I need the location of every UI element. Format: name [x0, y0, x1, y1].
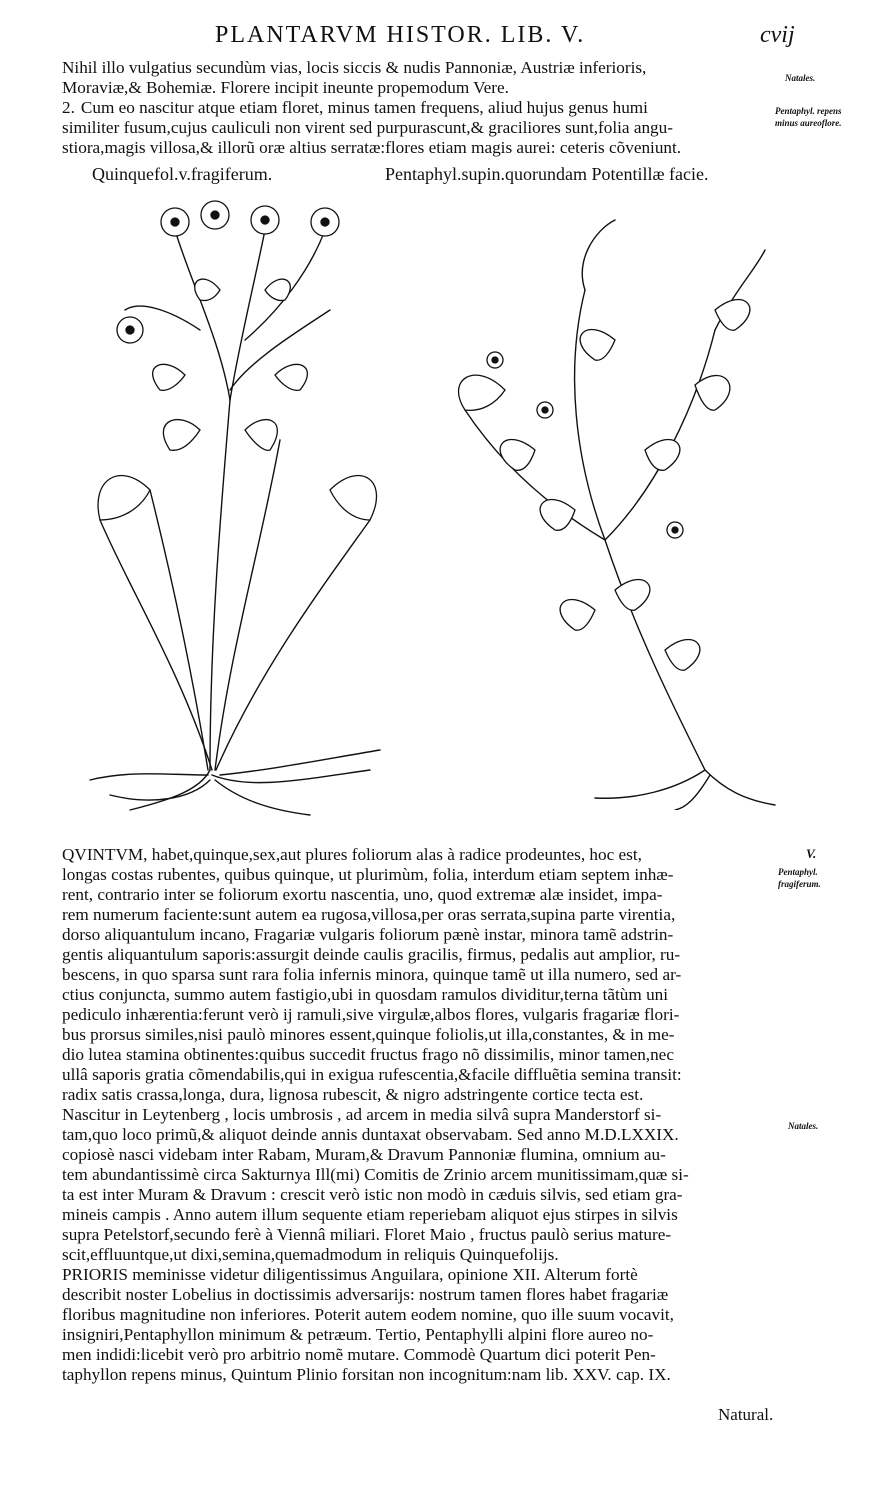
- body-line: floribus magnitudine non inferiores. Poterit autem eodem nomine, quo ille suum vocavit,: [62, 1305, 674, 1324]
- woodcut-pentaphyllum-illustration: [435, 210, 795, 810]
- caption-left: Quinquefol.v.fragiferum.: [92, 164, 273, 184]
- margin-note-pentaphyl-repens: Pentaphyl. repens minus aureoflore.: [775, 106, 842, 128]
- body-line: tem abundantissimè circa Sakturnya Ill(mi) Comitis de Zrinio arcem munitissimam,quæ si-: [62, 1165, 689, 1184]
- body-line: gentis aliquantulum saporis:assurgit deinde caulis gracilis, firmus, pedalis aut amplior, ru-: [62, 945, 681, 964]
- catchword: Natural.: [718, 1405, 774, 1424]
- caption-right: Pentaphyl.supin.quorundam Potentillæ facie.: [385, 164, 709, 184]
- running-title: PLANTARVM HISTOR. LIB. V.: [215, 22, 586, 48]
- body-line: supra Petelstorf,secundo ferè à Viennâ miliari. Floret Maio , fructus paulò serius mature-: [62, 1225, 672, 1244]
- body-line: ctius conjuncta, summo autem fastigio,ubi in quosdam ramulos dividitur,terna tãtùm uni: [62, 985, 669, 1004]
- body-line: dio lutea stamina obtinentes:quibus succedit fructus frago nõ dissimilis, minor tamen,nec: [62, 1045, 674, 1064]
- woodcut-quinquefolium-illustration: [70, 190, 420, 820]
- body-line: men indidi:licebit verò pro arbitrio nomẽ mutare. Commodè Quartum dici poterit Pen-: [62, 1345, 656, 1364]
- body-line: describit noster Lobelius in doctissimis adversarijs: nostrum tamen flores habet fragariæ: [62, 1285, 669, 1304]
- body-line: longas costas rubentes, quibus quinque, ut plurimùm, folia, interdum etiam septem inhæ-: [62, 865, 674, 884]
- folio-number: cvij: [760, 22, 795, 48]
- body-line: pediculo inhærentia:ferunt verò ij ramuli,sive virgulæ,albos flores, vulgaris fragariæ flori-: [62, 1005, 680, 1024]
- body-line: insigniri,Pentaphyllon minimum & petræum. Tertio, Pentaphylli alpini flore aureo no-: [62, 1325, 654, 1344]
- body-line: ullâ saporis gratia cõmendabilis,qui in exigua rufescentia,&facile diffluẽtia semina transit:: [62, 1065, 682, 1084]
- body-line: tam,quo loco primũ,& aliquot deinde annis duntaxat observabam. Sed anno M.D.LXXIX.: [62, 1125, 679, 1144]
- body-line: rem numerum faciente:sunt autem ea rugosa,villosa,per oras serrata,supina parte virentia,: [62, 905, 676, 924]
- body-line: bus prorsus similes,nisi paulò minores essent,quinque foliolis,ut illa,constantes, & in me-: [62, 1025, 675, 1044]
- intro-line: stiora,magis villosa,& illorũ oræ altius serratæ:flores etiam magis aurei: ceteris cõveniunt.: [62, 138, 682, 157]
- paragraph-number: 2.: [62, 98, 75, 117]
- body-line: mineis campis . Anno autem illum sequente etiam reperiebam aliquot ejus stirpes in silvis: [62, 1205, 678, 1224]
- body-line: radix satis crassa,longa, dura, lignosa rubescit, & nigro adstringente cortice tecta est.: [62, 1085, 644, 1104]
- intro-line: 2. Cum eo nascitur atque etiam floret, minus tamen frequens, aliud hujus genus humi: [62, 98, 648, 117]
- margin-note-natales: Natales.: [785, 73, 816, 83]
- body-line: dorso aliquantulum incano, Fragariæ vulgaris foliorum pænè instar, minora tamẽ adstrin-: [62, 925, 674, 944]
- margin-note-pentaphyl-fragiferum: Pentaphyl. fragiferum.: [778, 867, 821, 889]
- body-line: PRIORIS meminisse videtur diligentissimus Anguilara, opinione XII. Alterum fortè: [62, 1265, 638, 1284]
- margin-note-natales-2: Natales.: [788, 1121, 819, 1131]
- body-line: Nascitur in Leytenberg , locis umbrosis , ad arcem in media silvâ supra Manderstorf si-: [62, 1105, 662, 1124]
- body-line: rent, contrario inter se foliorum exortu nascentia, uno, quod extremæ alæ insidet, impa-: [62, 885, 663, 904]
- body-line: copiosè nasci videbam inter Rabam, Muram,& Dravum Pannoniæ flumina, omnium au-: [62, 1145, 666, 1164]
- body-line: ta est inter Muram & Dravum : crescit verò istic non modò in cæduis silvis, sed etiam gra-: [62, 1185, 683, 1204]
- intro-line: Nihil illo vulgatius secundùm vias, locis siccis & nudis Pannoniæ, Austriæ inferioris,: [62, 58, 647, 77]
- body-line: QVINTVM, habet,quinque,sex,aut plures foliorum alas à radice prodeuntes, hoc est,: [62, 845, 642, 864]
- intro-line: similiter fusum,cujus cauliculi non virent sed purpurascunt,& graciliores sunt,folia angu-: [62, 118, 673, 137]
- margin-note-v: V.: [806, 846, 817, 861]
- body-line: bescens, in quo sparsa sunt rara folia infernis minora, quinque tamẽ ut illa numero, sed ar-: [62, 965, 682, 984]
- intro-paragraph: [62, 58, 762, 158]
- body-line: scit,effluuntque,ut dixi,semina,quemadmodum in reliquis Quinquefolijs.: [62, 1245, 559, 1264]
- body-line: taphyllon repens minus, Quintum Plinio forsitan non incognitum:nam lib. XXV. cap. IX.: [62, 1365, 671, 1384]
- body-text: [62, 845, 762, 1385]
- intro-line: Moraviæ,& Bohemiæ. Florere incipit ineunte propemodum Vere.: [62, 78, 509, 97]
